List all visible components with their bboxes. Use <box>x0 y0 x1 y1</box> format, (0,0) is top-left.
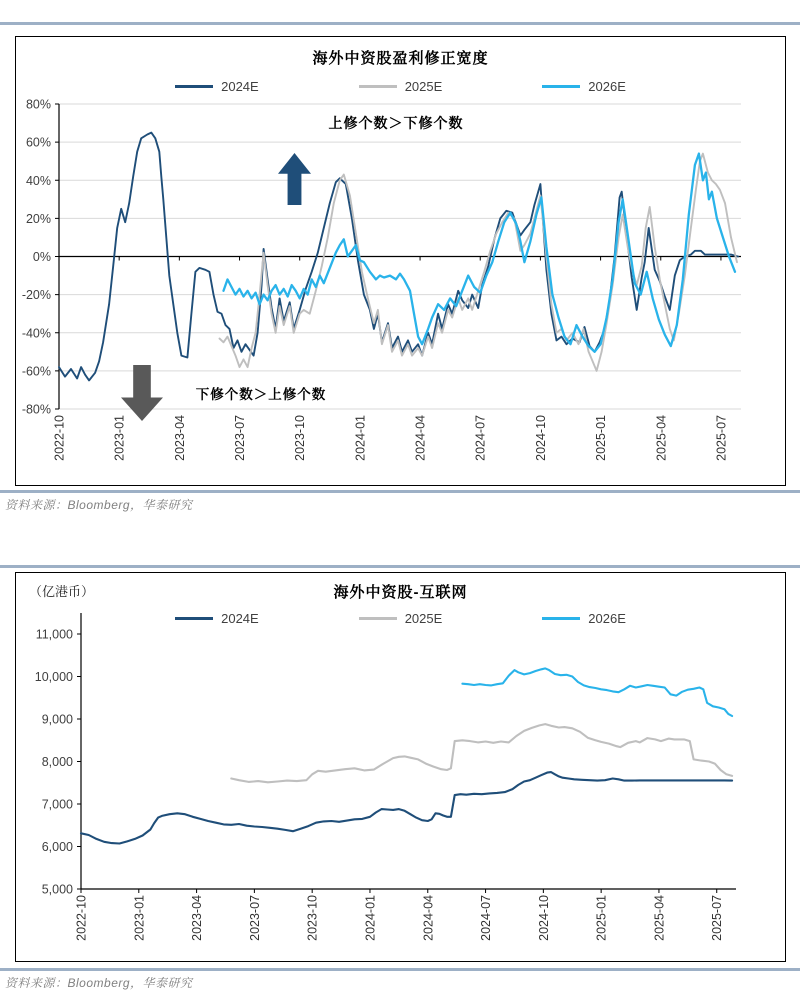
chart2-unit-label: （亿港币） <box>29 584 95 599</box>
svg-text:2024-04: 2024-04 <box>413 415 428 461</box>
figure2-bottom-rule <box>0 968 800 971</box>
svg-text:9,000: 9,000 <box>41 712 73 727</box>
svg-text:2024-07: 2024-07 <box>479 895 494 941</box>
svg-text:11,000: 11,000 <box>35 627 73 642</box>
svg-text:10,000: 10,000 <box>34 670 73 684</box>
legend-label-2026e: 2026E <box>588 611 626 626</box>
svg-text:40%: 40% <box>25 173 51 188</box>
svg-text:2023-07: 2023-07 <box>247 895 262 941</box>
svg-text:60%: 60% <box>25 135 51 150</box>
svg-text:2024-01: 2024-01 <box>353 415 368 461</box>
svg-text:5,000: 5,000 <box>41 882 73 897</box>
svg-text:8,000: 8,000 <box>41 755 73 769</box>
svg-text:2023-07: 2023-07 <box>233 415 248 461</box>
svg-text:7,000: 7,000 <box>41 797 73 812</box>
svg-text:0%: 0% <box>32 250 51 264</box>
svg-text:2024-07: 2024-07 <box>473 415 488 461</box>
svg-text:2025-07: 2025-07 <box>714 415 729 461</box>
internet-earnings-line-chart <box>16 573 787 963</box>
figure-earnings-revision-breadth <box>15 36 786 486</box>
source-note-1: 资料来源：Bloomberg，华泰研究 <box>5 498 193 512</box>
svg-text:2022-10: 2022-10 <box>52 415 67 461</box>
top-separator-line <box>0 22 800 25</box>
svg-text:-60%: -60% <box>21 364 51 379</box>
svg-text:2023-01: 2023-01 <box>112 415 127 461</box>
figure1-bottom-rule <box>0 490 800 493</box>
svg-text:-20%: -20% <box>21 288 51 303</box>
svg-text:2023-04: 2023-04 <box>172 415 187 461</box>
svg-text:2025-01: 2025-01 <box>594 415 609 461</box>
svg-text:2023-01: 2023-01 <box>132 895 147 941</box>
svg-text:6,000: 6,000 <box>41 840 73 854</box>
svg-text:20%: 20% <box>25 211 51 226</box>
legend-label-2025e: 2025E <box>404 79 443 94</box>
figure2-top-rule <box>0 565 800 568</box>
svg-text:2025-07: 2025-07 <box>710 895 725 941</box>
svg-text:2025-01: 2025-01 <box>594 895 609 941</box>
svg-text:-80%: -80% <box>21 402 51 417</box>
svg-text:2025-04: 2025-04 <box>654 415 669 461</box>
revision-breadth-line-chart <box>16 37 787 487</box>
svg-text:2025-04: 2025-04 <box>652 895 667 941</box>
legend-label-2026e: 2026E <box>588 79 626 94</box>
svg-text:2024-10: 2024-10 <box>533 415 548 461</box>
svg-text:2023-04: 2023-04 <box>190 895 205 941</box>
legend-label-2025e: 2025E <box>404 611 443 626</box>
chart2-title: 海外中资股-互联网 <box>333 584 468 601</box>
chart1-title: 海外中资股盈利修正宽度 <box>312 50 489 67</box>
annotation-down-text: 下修个数＞上修个数 <box>195 387 327 402</box>
svg-text:2024-10: 2024-10 <box>536 895 551 941</box>
annotation-up-text: 上修个数＞下修个数 <box>328 115 464 131</box>
figure-internet-earnings <box>15 572 786 962</box>
legend-label-2024e: 2024E <box>221 79 259 94</box>
svg-text:2023-10: 2023-10 <box>305 895 320 941</box>
svg-text:2024-01: 2024-01 <box>363 895 378 941</box>
svg-text:-40%: -40% <box>21 326 51 341</box>
svg-text:2023-10: 2023-10 <box>293 415 308 461</box>
source-note-2: 资料来源：Bloomberg，华泰研究 <box>5 976 193 990</box>
svg-text:2024-04: 2024-04 <box>421 895 436 941</box>
svg-text:2022-10: 2022-10 <box>74 895 89 941</box>
svg-text:80%: 80% <box>25 97 51 112</box>
legend-label-2024e: 2024E <box>221 611 259 626</box>
